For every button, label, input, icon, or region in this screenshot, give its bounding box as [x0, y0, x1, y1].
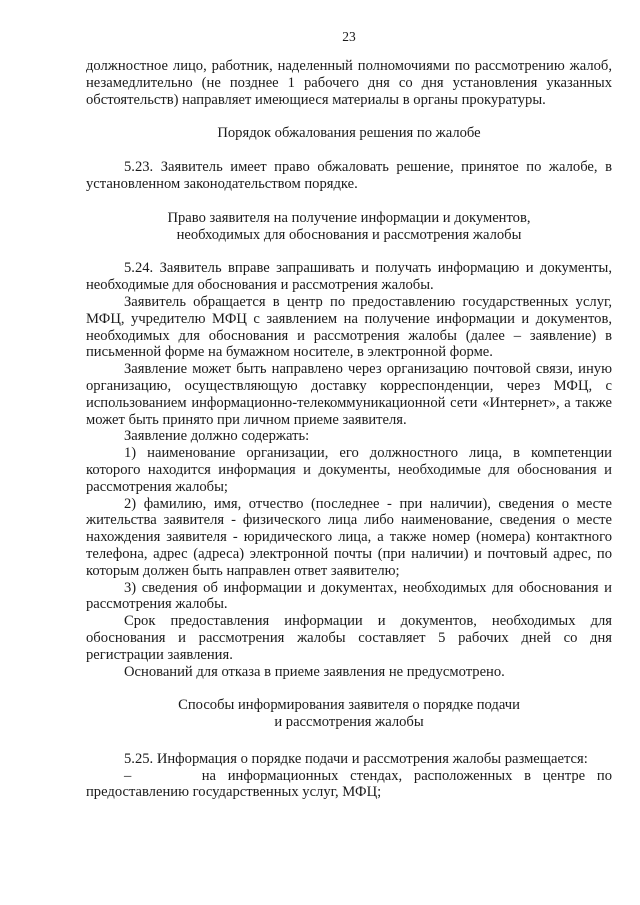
paragraph-5-25: 5.25. Информация о порядке подачи и рассмотрения жалобы размещается: — [124, 750, 588, 767]
heading-line: Способы информирования заявителя о порядке подачи — [178, 697, 520, 714]
paragraph-application-submission: Заявитель обращается в центр по предоставлению государственных услуг, МФЦ, учредителю МФЦ с заявлением на получение информации и документов, необходимых для обоснования и рассмотрения жалобы (далее – заявление) в письменной форме на бумажном носителе, в электронной форме. — [86, 293, 612, 361]
paragraph-continuation: должностное лицо, работник, наделенный полномочиями по рассмотрению жалоб, незамедлительно (не позднее 1 рабочего дня со дня установления указанных обстоятельств) направляет имеющиеся материалы в органы прокуратуры. — [86, 58, 612, 108]
dash-marker: – — [124, 767, 132, 784]
heading-line: Право заявителя на получение информации и документов, — [167, 209, 531, 226]
paragraph-no-refusal: Оснований для отказа в приеме заявления не предусмотрено. — [124, 663, 505, 680]
paragraph-application-channels: Заявление может быть направлено через организацию почтовой связи, иную организацию, осуществляющую доставку корреспонденции, через МФЦ, с использованием информационно-телекоммуникационной сети «Интернет», а также может быть принято при личном приеме заявителя. — [86, 361, 612, 428]
heading-line: и рассмотрения жалобы — [274, 714, 424, 731]
dash-list-item-1 — [86, 768, 612, 802]
paragraph-5-23: 5.23. Заявитель имеет право обжаловать решение, принятое по жалобе, в установленном законодательством порядке. — [86, 159, 612, 192]
paragraph-deadline: Срок предоставления информации и документов, необходимых для обоснования и рассмотрения жалобы составляет 5 рабочих дней со дня регистрации заявления. — [86, 613, 612, 663]
document-page — [86, 28, 612, 801]
heading-line: необходимых для обоснования и рассмотрения жалобы — [176, 226, 522, 243]
page-number: 23 — [342, 29, 356, 44]
dash-item-text: на информационных стендах, расположенных в центре по предоставлению государственных услуг, МФЦ; — [86, 767, 613, 801]
list-item-1: 1) наименование организации, его должностного лица, в компетенции которого находится информация и документы, необходимые для обоснования и рассмотрения жалобы; — [86, 445, 612, 495]
paragraph-application-contents: Заявление должно содержать: — [124, 428, 310, 445]
section-heading-right-to-information — [86, 210, 612, 244]
list-item-2: 2) фамилию, имя, отчество (последнее - при наличии), сведения о месте жительства заявителя - физического лица либо наименование, сведения о месте нахождения заявителя - юридического лица, а также номер (номера) контактного телефона, адрес (адреса) электронной почты (при наличии) и почтовый адрес, по которым должен быть направлен ответ заявителю; — [86, 495, 612, 579]
section-heading-appeal-order: Порядок обжалования решения по жалобе — [217, 125, 481, 142]
paragraph-5-24: 5.24. Заявитель вправе запрашивать и получать информацию и документы, необходимые для обоснования и рассмотрения жалобы. — [86, 260, 612, 294]
list-item-3: 3) сведения об информации и документах, необходимых для обоснования и рассмотрения жалобы. — [86, 579, 612, 613]
section-heading-informing-methods — [86, 697, 612, 731]
